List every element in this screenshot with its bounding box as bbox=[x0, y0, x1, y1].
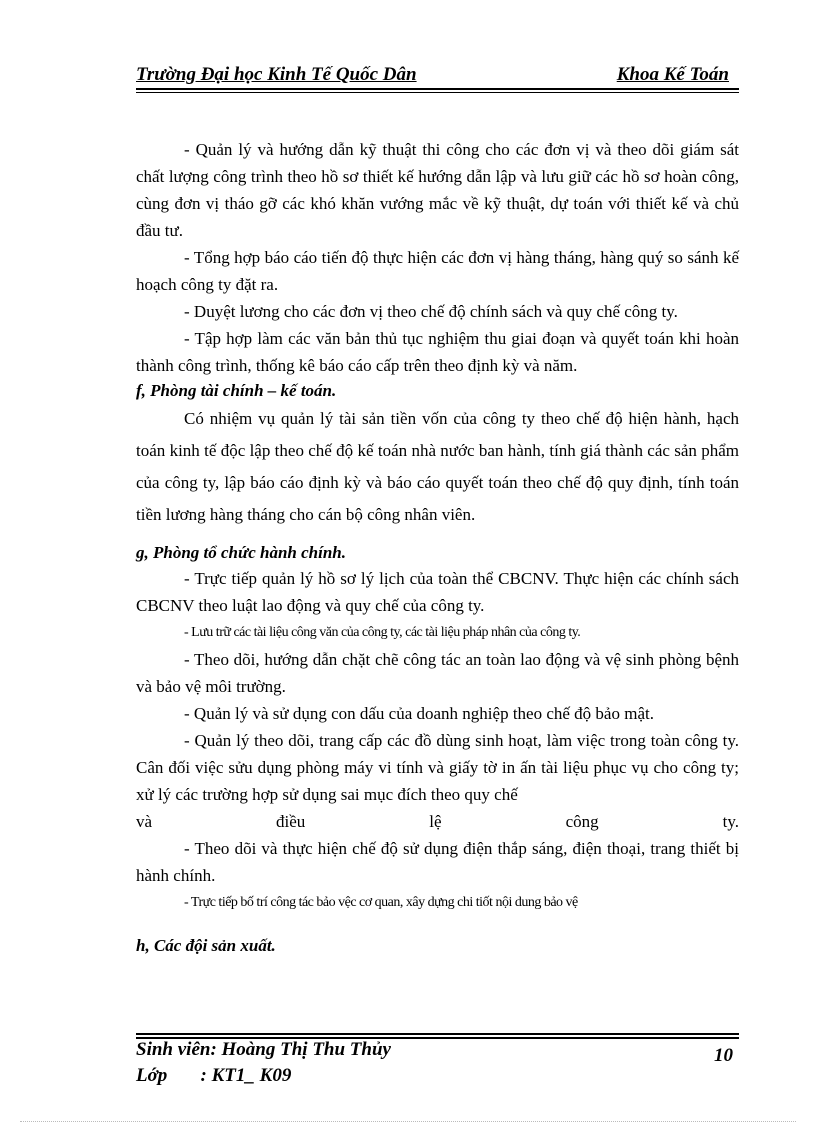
section-heading-finance: f, Phòng tài chính – kế toán. bbox=[136, 381, 337, 400]
paragraph-seal: - Quản lý và sử dụng con dấu của doanh nghiệp theo chế độ bảo mật. bbox=[184, 704, 654, 723]
paragraph-archive: - Lưu trữ các tài liệu công văn của công ty, các tài liệu pháp nhân của công ty. bbox=[184, 625, 581, 640]
section-heading-production: h, Các đội sản xuất. bbox=[136, 936, 276, 955]
footer-class: Lớp : KT1_ K09 bbox=[136, 1065, 292, 1086]
paragraph-acceptance: - Tập hợp làm các văn bản thủ tục nghiệm thu giai đoạn và quyết toán khi hoàn thành công trình, thống kê báo cáo cấp trên theo định kỳ và năm. bbox=[136, 329, 739, 375]
paragraph-progress-report: - Tổng hợp báo cáo tiến độ thực hiện các đơn vị hàng tháng, hàng quý so sánh kế hoạch công ty đặt ra. bbox=[136, 248, 739, 294]
page-number: 10 bbox=[714, 1045, 733, 1066]
footer-student: Sinh viên: Hoàng Thị Thu Thủy bbox=[136, 1039, 391, 1060]
paragraph-safety: - Theo dõi, hướng dẫn chặt chẽ công tác an toàn lao động và vệ sinh phòng bệnh và bảo vệ môi trường. bbox=[136, 650, 739, 696]
paragraph-finance-duties: Có nhiệm vụ quản lý tài sản tiền vốn của công ty theo chế độ hiện hành, hạch toán kinh tế độc lập theo chế độ kế toán nhà nước ban hành, tính giá thành các sản phẩm của công ty, lập báo cáo định kỳ và báo cáo quyết toán theo chế độ quy định, tính toán tiền lương hàng tháng cho cán bộ công nhân viên. bbox=[136, 409, 739, 524]
paragraph-electricity: - Theo dõi và thực hiện chế độ sử dụng điện thắp sáng, điện thoại, trang thiết bị hành chính. bbox=[136, 839, 739, 885]
page-header bbox=[136, 62, 739, 88]
page-bottom-border bbox=[20, 1121, 796, 1122]
header-faculty: Khoa Kế Toán bbox=[616, 64, 729, 85]
paragraph-equipment: - Quản lý theo dõi, trang cấp các đồ dùng sinh hoạt, làm việc trong toàn công ty. Cân đối việc sửu dụng phòng máy vi tính và giấy tờ in ấn tài liệu phục vụ cho công ty; xử lý các trường hợp sử dụng sai mục đích theo quy chế bbox=[136, 731, 739, 804]
paragraph-security: - Trực tiếp bố trí công tác bảo vệc cơ quan, xây dựng chi tiốt nội dung bảo vệ bbox=[184, 895, 578, 910]
header-rule-thin bbox=[136, 92, 739, 93]
header-rule bbox=[136, 88, 739, 90]
footer-rule bbox=[136, 1033, 739, 1035]
paragraph-technical: - Quản lý và hướng dẫn kỹ thuật thi công cho các đơn vị và theo dõi giám sát chất lượng công trình theo hồ sơ thiết kế hướng dẫn lập và lưu giữ các hồ sơ hoàn công, cùng đơn vị tháo gỡ các khó khăn vướng mắc về kỹ thuật, dự toán với thiết kế và chủ đầu tư. bbox=[136, 140, 739, 240]
paragraph-equipment-last-line: và điều lệ công ty. bbox=[136, 812, 739, 831]
paragraph-salary: - Duyệt lương cho các đơn vị theo chế độ chính sách và quy chế công ty. bbox=[184, 302, 678, 321]
document-body bbox=[136, 136, 739, 958]
paragraph-personnel: - Trực tiếp quản lý hồ sơ lý lịch của toàn thể CBCNV. Thực hiện các chính sách CBCNV theo luật lao động và quy chế của công ty. bbox=[136, 569, 739, 615]
section-heading-admin: g, Phòng tổ chức hành chính. bbox=[136, 543, 346, 562]
header-university: Trường Đại học Kinh Tế Quốc Dân bbox=[136, 64, 417, 85]
